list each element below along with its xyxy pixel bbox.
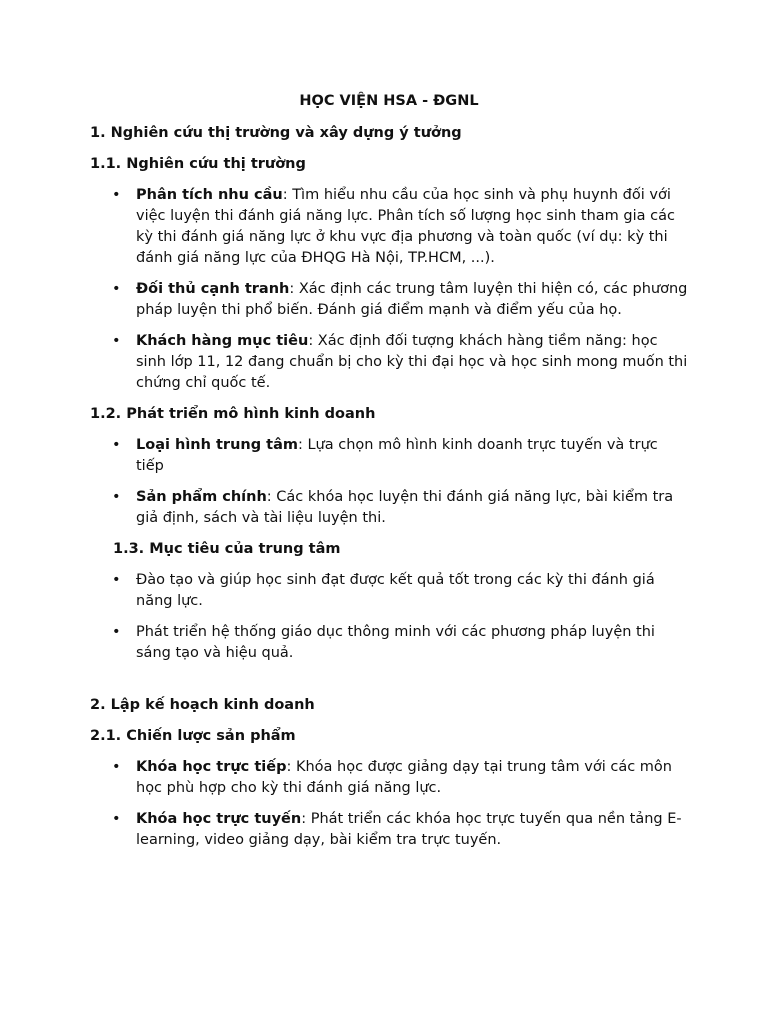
bullet-icon: • [112, 624, 121, 640]
subsection-heading-2-1: 2.1. Chiến lược sản phẩm [90, 728, 296, 744]
document-title: HỌC VIỆN HSA - ĐGNL [299, 93, 479, 109]
item-term: Loại hình trung tâm [136, 437, 298, 453]
bullet-icon: • [112, 333, 121, 349]
list-item [90, 185, 688, 269]
list-item [90, 622, 688, 664]
bullet-list-1-3 [90, 570, 688, 664]
list-item [90, 279, 688, 321]
list-item [90, 809, 688, 851]
section-heading-1: 1. Nghiên cứu thị trường và xây dựng ý tưởng [90, 125, 462, 141]
bullet-list-2-1 [90, 757, 688, 851]
list-item [90, 487, 688, 529]
item-term: Đối thủ cạnh tranh [136, 281, 290, 297]
bullet-list-1-1 [90, 185, 688, 394]
bullet-list-1-2 [90, 435, 688, 529]
bullet-icon: • [112, 281, 121, 297]
item-text: : Xác định các trung tâm luyện thi hiện có, các phương pháp luyện thi phổ biến. Đánh giá điểm mạnh và điểm yếu của họ. [136, 281, 688, 318]
item-text: : Xác định đối tượng khách hàng tiềm năng: học sinh lớp 11, 12 đang chuẩn bị cho kỳ thi đại học và học sinh mong muốn thi chứng chỉ quốc tế. [136, 333, 688, 391]
item-text: Đào tạo và giúp học sinh đạt được kết quả tốt trong các kỳ thi đánh giá năng lực. [136, 572, 655, 609]
list-item [90, 757, 688, 799]
item-text: : Phát triển các khóa học trực tuyến qua nền tảng E-learning, video giảng dạy, bài kiểm tra trực tuyến. [136, 811, 682, 848]
list-item [90, 435, 688, 477]
list-item [90, 331, 688, 394]
item-text: : Lựa chọn mô hình kinh doanh trực tuyến và trực tiếp [136, 437, 658, 474]
item-term: Khóa học trực tiếp [136, 759, 287, 775]
subsection-heading-1-3: 1.3. Mục tiêu của trung tâm [113, 541, 341, 557]
item-term: Khóa học trực tuyến [136, 811, 302, 827]
item-text: : Khóa học được giảng dạy tại trung tâm với các môn học phù hợp cho kỳ thi đánh giá năng lực. [136, 759, 672, 796]
subsection-heading-1-2: 1.2. Phát triển mô hình kinh doanh [90, 406, 376, 422]
bullet-icon: • [112, 811, 121, 827]
bullet-icon: • [112, 489, 121, 505]
item-term: Khách hàng mục tiêu [136, 333, 309, 349]
bullet-icon: • [112, 187, 121, 203]
item-term: Sản phẩm chính [136, 489, 267, 505]
bullet-icon: • [112, 437, 121, 453]
list-item [90, 570, 688, 612]
subsection-heading-1-1: 1.1. Nghiên cứu thị trường [90, 156, 306, 172]
item-term: Phân tích nhu cầu [136, 187, 283, 203]
item-text: Phát triển hệ thống giáo dục thông minh với các phương pháp luyện thi sáng tạo và hiệu quả. [136, 624, 655, 661]
item-text: : Tìm hiểu nhu cầu của học sinh và phụ huynh đối với việc luyện thi đánh giá năng lực. Phân tích số lượng học sinh tham gia các kỳ thi đánh giá năng lực ở khu vực địa phương và toàn quốc (ví dụ: kỳ thi đánh giá năng lực của ĐHQG Hà Nội, TP.HCM, ...). [136, 187, 675, 266]
bullet-icon: • [112, 759, 121, 775]
item-text: : Các khóa học luyện thi đánh giá năng lực, bài kiểm tra giả định, sách và tài liệu luyện thi. [136, 489, 674, 526]
bullet-icon: • [112, 572, 121, 588]
section-heading-2: 2. Lập kế hoạch kinh doanh [90, 697, 315, 713]
